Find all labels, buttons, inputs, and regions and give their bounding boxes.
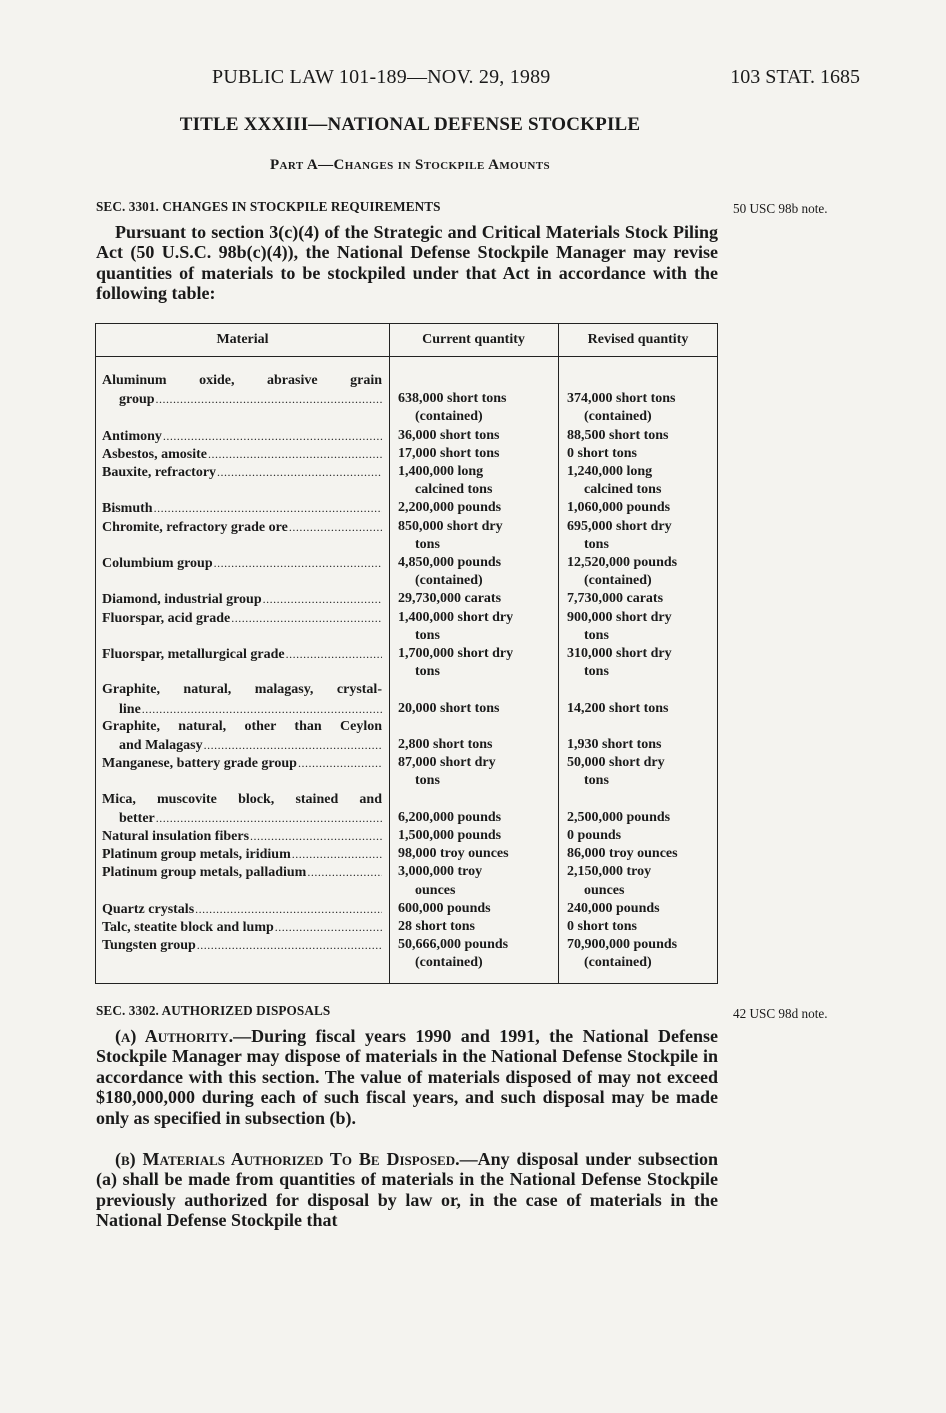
current-quantity-cell bbox=[398, 445, 556, 463]
revised-quantity-cell bbox=[567, 754, 717, 790]
table-row bbox=[96, 463, 717, 499]
quantity-unit-continued: tons bbox=[415, 773, 440, 789]
stat-page-reference: 103 STAT. 1685 bbox=[730, 66, 860, 88]
material-name-line bbox=[102, 518, 382, 537]
current-quantity-cell bbox=[398, 936, 556, 972]
material-name: Diamond, industrial group bbox=[102, 592, 262, 608]
material-cell bbox=[102, 463, 382, 482]
current-quantity: 20,000 short tons bbox=[398, 700, 500, 716]
table-row bbox=[96, 827, 717, 845]
material-cell bbox=[102, 845, 382, 864]
material-cell bbox=[102, 754, 382, 773]
revised-quantity-cell bbox=[567, 445, 717, 463]
quantity-unit-continued: (contained) bbox=[584, 409, 652, 425]
dot-leader bbox=[263, 590, 382, 608]
current-quantity-cell bbox=[398, 736, 556, 754]
dot-leader bbox=[292, 845, 382, 863]
material-name-continued: better bbox=[119, 810, 155, 826]
section-3301-text: Pursuant to section 3(c)(4) of the Strategic and Critical Materials Stock Piling Act (50 U.S.C. 98b(c)(4)), the National Defense Stockpile Manager may revise quantities of materials to be stockpiled under that Act in accordance with the following table: bbox=[96, 222, 718, 304]
material-name-line bbox=[102, 554, 382, 573]
current-quantity: 1,400,000 short dry bbox=[398, 609, 514, 625]
dot-leader bbox=[142, 700, 382, 718]
material-name-line bbox=[102, 609, 382, 628]
dot-leader bbox=[231, 609, 382, 627]
quantity-unit-continued: calcined tons bbox=[584, 482, 662, 498]
revised-quantity: 2,150,000 troy bbox=[567, 864, 652, 880]
table-row bbox=[96, 554, 717, 590]
table-row bbox=[96, 427, 717, 445]
dot-leader bbox=[217, 463, 382, 481]
current-quantity-cell bbox=[398, 427, 556, 445]
material-name-line bbox=[102, 427, 382, 446]
current-quantity: 1,400,000 long bbox=[398, 464, 484, 479]
quantity-unit-continued: (contained) bbox=[415, 955, 483, 971]
dot-leader bbox=[156, 809, 382, 827]
current-quantity: 600,000 pounds bbox=[398, 900, 491, 916]
part-heading: Part A—Changes in Stockpile Amounts bbox=[269, 157, 550, 173]
dot-leader bbox=[195, 900, 382, 918]
current-quantity-cell bbox=[398, 518, 556, 554]
table-row bbox=[96, 590, 717, 608]
current-quantity: 850,000 short dry bbox=[398, 518, 503, 534]
material-name: Bauxite, refractory bbox=[102, 465, 217, 480]
table-row bbox=[96, 936, 717, 972]
material-name: Graphite, natural, malagasy, crystal- bbox=[102, 682, 382, 698]
revised-quantity-cell bbox=[567, 499, 717, 517]
quantity-unit-continued: (contained) bbox=[415, 409, 483, 425]
revised-quantity: 695,000 short dry bbox=[567, 518, 672, 534]
current-quantity: 17,000 short tons bbox=[398, 445, 500, 461]
material-name-line bbox=[102, 390, 382, 409]
revised-quantity-cell bbox=[567, 827, 717, 845]
current-quantity: 4,850,000 pounds bbox=[398, 555, 502, 570]
dot-leader bbox=[154, 499, 382, 517]
revised-quantity-cell bbox=[567, 590, 717, 608]
dot-leader bbox=[197, 936, 382, 954]
dot-leader bbox=[208, 445, 382, 463]
current-quantity-cell bbox=[398, 863, 556, 899]
material-cell bbox=[102, 518, 382, 537]
revised-quantity: 1,930 short tons bbox=[567, 736, 662, 752]
material-cell bbox=[102, 918, 382, 937]
revised-quantity: 310,000 short dry bbox=[567, 646, 672, 661]
current-quantity-cell bbox=[398, 499, 556, 517]
subsection-a-label: (a) Authority. bbox=[115, 1026, 234, 1046]
material-name: Manganese, battery grade group bbox=[102, 756, 297, 772]
material-name-line bbox=[102, 936, 382, 955]
material-cell bbox=[102, 900, 382, 919]
current-quantity: 36,000 short tons bbox=[398, 427, 500, 443]
revised-quantity-cell bbox=[567, 700, 717, 718]
revised-quantity-cell bbox=[567, 554, 717, 590]
current-quantity: 98,000 troy ounces bbox=[398, 846, 509, 862]
dot-leader bbox=[298, 754, 382, 772]
revised-quantity-cell bbox=[567, 900, 717, 918]
material-cell bbox=[102, 718, 382, 755]
material-name-continued: and Malagasy bbox=[119, 738, 203, 753]
material-name: Talc, steatite block and lump bbox=[102, 920, 274, 935]
material-name-line bbox=[102, 900, 382, 919]
revised-quantity: 7,730,000 carats bbox=[567, 591, 664, 607]
quantity-unit-continued: tons bbox=[584, 773, 609, 789]
current-quantity-cell bbox=[398, 609, 556, 645]
quantity-unit-continued: (contained) bbox=[584, 573, 652, 589]
material-name-line bbox=[102, 590, 382, 609]
section-3301-heading: SEC. 3301. CHANGES IN STOCKPILE REQUIREMENTS bbox=[96, 199, 441, 214]
material-name: Natural insulation fibers bbox=[102, 829, 250, 844]
revised-quantity-cell bbox=[567, 645, 717, 681]
revised-quantity: 1,060,000 pounds bbox=[567, 500, 671, 516]
current-quantity: 28 short tons bbox=[398, 919, 476, 934]
current-quantity: 6,200,000 pounds bbox=[398, 809, 502, 825]
material-name-continued: group bbox=[119, 392, 155, 408]
material-name-continued: line bbox=[119, 701, 141, 717]
margin-note-3301: 50 USC 98b note. bbox=[733, 201, 828, 216]
current-quantity: 2,200,000 pounds bbox=[398, 500, 502, 516]
revised-quantity: 86,000 troy ounces bbox=[567, 846, 678, 862]
material-name: Bismuth bbox=[102, 501, 153, 517]
dot-leader bbox=[204, 736, 382, 754]
quantity-unit-continued: tons bbox=[584, 664, 609, 680]
revised-quantity-cell bbox=[567, 845, 717, 863]
stockpile-table bbox=[95, 323, 718, 984]
material-name-line bbox=[102, 809, 382, 828]
current-quantity-cell bbox=[398, 590, 556, 608]
revised-quantity: 88,500 short tons bbox=[567, 427, 669, 443]
revised-quantity: 14,200 short tons bbox=[567, 700, 669, 716]
quantity-unit-continued: ounces bbox=[415, 882, 456, 898]
dot-leader bbox=[286, 645, 382, 663]
quantity-unit-continued: ounces bbox=[584, 882, 625, 898]
material-cell bbox=[102, 427, 382, 446]
material-name-line bbox=[102, 827, 382, 846]
current-quantity: 29,730,000 carats bbox=[398, 591, 502, 607]
margin-note-3302: 42 USC 98d note. bbox=[733, 1006, 828, 1021]
current-quantity: 638,000 short tons bbox=[398, 391, 507, 407]
material-name-line bbox=[102, 645, 382, 664]
current-quantity: 2,800 short tons bbox=[398, 736, 493, 752]
revised-quantity: 1,240,000 long bbox=[567, 464, 653, 479]
revised-quantity: 0 pounds bbox=[567, 828, 622, 843]
subsection-b-text: —Any disposal under subsection (a) shall be made from quantities of materials in the National Defense Stockpile previously authorized for disposal by law or, in the case of materials in the National Defense Stockpile that bbox=[96, 1149, 718, 1231]
material-name: Fluorspar, metallurgical grade bbox=[102, 647, 285, 662]
material-name-line bbox=[102, 736, 382, 755]
quantity-unit-continued: (contained) bbox=[415, 573, 483, 589]
material-cell bbox=[102, 936, 382, 955]
revised-quantity-cell bbox=[567, 609, 717, 645]
title-heading: TITLE XXXIII—NATIONAL DEFENSE STOCKPILE bbox=[179, 114, 641, 135]
revised-quantity-cell bbox=[567, 463, 717, 499]
running-head: PUBLIC LAW 101-189—NOV. 29, 1989 bbox=[212, 66, 551, 88]
current-quantity-cell bbox=[398, 809, 556, 827]
material-name-line bbox=[102, 499, 382, 518]
material-name: Tungsten group bbox=[102, 938, 196, 954]
dot-leader bbox=[275, 918, 382, 936]
material-name-line bbox=[102, 863, 382, 882]
revised-quantity: 2,500,000 pounds bbox=[567, 809, 671, 825]
subsection-b bbox=[96, 1149, 718, 1231]
revised-quantity: 12,520,000 pounds bbox=[567, 555, 678, 570]
current-quantity-cell bbox=[398, 700, 556, 718]
current-quantity-cell bbox=[398, 754, 556, 790]
quantity-unit-continued: calcined tons bbox=[415, 482, 493, 498]
material-name-line bbox=[102, 754, 382, 773]
material-name-line bbox=[102, 445, 382, 464]
revised-quantity-cell bbox=[567, 809, 717, 827]
current-quantity: 1,700,000 short dry bbox=[398, 646, 514, 661]
table-row bbox=[96, 754, 717, 790]
table-row bbox=[96, 445, 717, 463]
material-cell bbox=[102, 645, 382, 664]
material-name: Mica, muscovite block, stained and bbox=[102, 791, 382, 807]
revised-quantity-cell bbox=[567, 390, 717, 426]
material-name: Platinum group metals, palladium bbox=[102, 865, 307, 881]
material-name-line bbox=[102, 845, 382, 864]
current-quantity-cell bbox=[398, 390, 556, 426]
dot-leader bbox=[289, 518, 382, 536]
revised-quantity-cell bbox=[567, 918, 717, 936]
revised-quantity: 374,000 short tons bbox=[567, 391, 676, 407]
material-cell bbox=[102, 791, 382, 828]
header-current-quantity: Current quantity bbox=[422, 332, 525, 347]
current-quantity-cell bbox=[398, 827, 556, 845]
revised-quantity: 0 short tons bbox=[567, 919, 638, 934]
material-name: Asbestos, amosite bbox=[102, 446, 207, 462]
dot-leader bbox=[250, 827, 382, 845]
current-quantity-cell bbox=[398, 554, 556, 590]
table-row bbox=[96, 900, 717, 918]
dot-leader bbox=[307, 863, 382, 881]
table-row bbox=[96, 681, 717, 717]
revised-quantity: 240,000 pounds bbox=[567, 900, 660, 916]
material-name-line bbox=[102, 463, 382, 482]
material-name: Aluminum oxide, abrasive grain bbox=[102, 373, 382, 388]
dot-leader bbox=[163, 427, 382, 445]
revised-quantity: 0 short tons bbox=[567, 445, 638, 461]
revised-quantity-cell bbox=[567, 736, 717, 754]
material-cell bbox=[102, 372, 382, 409]
current-quantity-cell bbox=[398, 918, 556, 936]
table-header bbox=[96, 324, 717, 357]
header-revised-quantity: Revised quantity bbox=[587, 332, 689, 347]
material-cell bbox=[102, 827, 382, 846]
current-quantity-cell bbox=[398, 845, 556, 863]
current-quantity-cell bbox=[398, 645, 556, 681]
material-cell bbox=[102, 554, 382, 573]
dot-leader bbox=[156, 390, 382, 408]
subsection-a-text: —During fiscal years 1990 and 1991, the National Defense Stockpile Manager may dispose of materials in the National Defense Stockpile in accordance with this section. The value of materials disposed of may not exceed $180,000,000 during each of such fiscal years, and such disposal may be made only as specified in subsection (b). bbox=[96, 1026, 719, 1128]
quantity-unit-continued: tons bbox=[415, 536, 440, 552]
material-name: Quartz crystals bbox=[102, 901, 195, 917]
material-cell bbox=[102, 499, 382, 518]
current-quantity: 3,000,000 troy bbox=[398, 864, 483, 880]
revised-quantity-cell bbox=[567, 863, 717, 899]
material-name: Platinum group metals, iridium bbox=[102, 847, 291, 863]
material-name: Graphite, natural, other than Ceylon bbox=[102, 718, 382, 734]
subsection-b-label: (b) Materials Authorized To Be Disposed. bbox=[115, 1149, 460, 1169]
material-cell bbox=[102, 681, 382, 718]
revised-quantity-cell bbox=[567, 427, 717, 445]
table-row bbox=[96, 718, 717, 754]
material-name-line bbox=[102, 918, 382, 937]
table-row bbox=[96, 918, 717, 936]
material-cell bbox=[102, 590, 382, 609]
table-row bbox=[96, 645, 717, 681]
material-cell bbox=[102, 445, 382, 464]
current-quantity-cell bbox=[398, 463, 556, 499]
quantity-unit-continued: (contained) bbox=[584, 955, 652, 971]
revised-quantity: 900,000 short dry bbox=[567, 609, 672, 625]
material-name: Fluorspar, acid grade bbox=[102, 610, 231, 626]
revised-quantity: 50,000 short dry bbox=[567, 755, 665, 771]
material-cell bbox=[102, 609, 382, 628]
revised-quantity-cell bbox=[567, 936, 717, 972]
revised-quantity-cell bbox=[567, 518, 717, 554]
quantity-unit-continued: tons bbox=[584, 536, 609, 552]
header-material: Material bbox=[216, 332, 269, 347]
table-row bbox=[96, 372, 717, 427]
quantity-unit-continued: tons bbox=[415, 627, 440, 643]
current-quantity: 50,666,000 pounds bbox=[398, 937, 509, 953]
material-name: Columbium group bbox=[102, 556, 213, 571]
current-quantity: 1,500,000 pounds bbox=[398, 828, 502, 843]
table-row bbox=[96, 609, 717, 645]
current-quantity-cell bbox=[398, 900, 556, 918]
material-name: Antimony bbox=[102, 428, 162, 444]
revised-quantity: 70,900,000 pounds bbox=[567, 937, 678, 953]
table-row bbox=[96, 518, 717, 554]
table-row bbox=[96, 791, 717, 827]
current-quantity: 87,000 short dry bbox=[398, 755, 496, 771]
material-name: Chromite, refractory grade ore bbox=[102, 519, 288, 535]
quantity-unit-continued: tons bbox=[584, 627, 609, 643]
table-row bbox=[96, 845, 717, 863]
dot-leader bbox=[214, 554, 382, 572]
quantity-unit-continued: tons bbox=[415, 664, 440, 680]
material-cell bbox=[102, 863, 382, 882]
subsection-a bbox=[96, 1026, 718, 1128]
table-row bbox=[96, 863, 717, 899]
material-name-line bbox=[102, 700, 382, 719]
section-3302-heading: SEC. 3302. AUTHORIZED DISPOSALS bbox=[96, 1003, 331, 1018]
table-row bbox=[96, 499, 717, 517]
